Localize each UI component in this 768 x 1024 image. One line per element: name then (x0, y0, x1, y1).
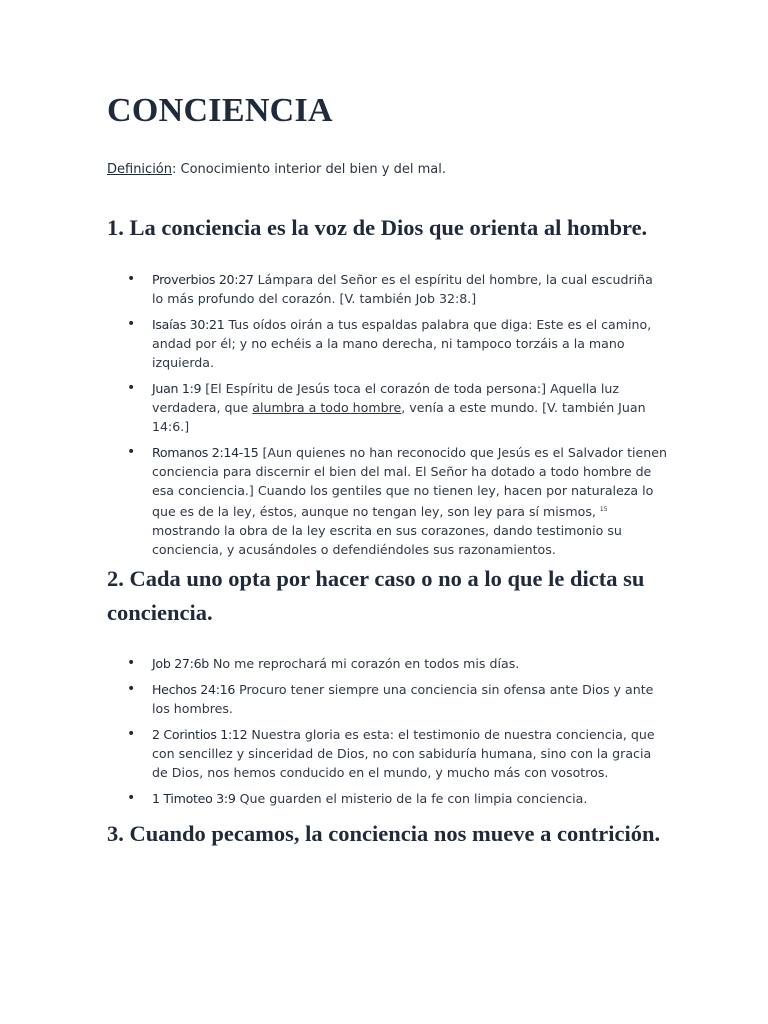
bullet-icon: • (127, 655, 136, 671)
verse-reference: Romanos 2:14-15 (152, 445, 259, 460)
bullet-icon: • (127, 790, 136, 806)
list-item (107, 270, 667, 308)
section-heading-1: 1. La conciencia es la voz de Dios que orienta al hombre. (107, 215, 648, 240)
bullet-icon: • (127, 444, 136, 460)
section-heading-3: 3. Cuando pecamos, la conciencia nos mueve a contrición. (107, 821, 661, 846)
bullet-icon: • (127, 316, 136, 332)
verse-reference: Hechos 24:16 (152, 682, 236, 697)
verse-reference: Isaías 30:21 (152, 317, 225, 332)
definition-label: Definición (107, 162, 172, 177)
verse-text-continued: mostrando la obra de la ley escrita en sus corazones, dando testimonio su conciencia, y acusándoles o defendiéndoles sus razonamientos. (152, 523, 622, 557)
document-title: CONCIENCIA (107, 92, 333, 129)
list-item (107, 725, 667, 782)
definition-separator: : (172, 162, 177, 177)
verse-reference: Juan 1:9 (152, 381, 202, 396)
underlined-phrase: alumbra a todo hombre (252, 400, 402, 415)
list-item (107, 654, 667, 673)
section-1-verse-list (107, 270, 667, 566)
list-item (107, 315, 667, 372)
verse-text: Que guarden el misterio de la fe con limpia conciencia. (235, 791, 588, 806)
verse-reference: Proverbios 20:27 (152, 272, 254, 287)
verse-text: No me reprochará mi corazón en todos mis días. (209, 656, 520, 671)
verse-reference: 2 Corintios 1:12 (152, 727, 248, 742)
verse-text: Nuestra gloria es esta: el testimonio de nuestra conciencia, que con sencillez y sinceridad de Dios, no con sabiduría humana, sino con la gracia de Dios, nos hemos conducido en el mundo, y mucho más con vosotros. (152, 727, 655, 780)
verse-reference: 1 Timoteo 3:9 (152, 791, 236, 806)
section-2-verse-list (107, 654, 667, 815)
section-heading-2: 2. Cada uno opta por hacer caso o no a lo que le dicta su conciencia. (107, 566, 645, 625)
verse-text: Lámpara del Señor es el espíritu del hombre, la cual escudriña lo más profundo del corazón. [V. también Job 32:8.] (152, 272, 653, 306)
list-item (107, 680, 667, 718)
verse-text: Tus oídos oirán a tus espaldas palabra que diga: Este es el camino, andad por él; y no echéis a la mano derecha, ni tampoco torzáis a la mano izquierda. (152, 317, 652, 370)
bullet-icon: • (127, 681, 136, 697)
definition-line (107, 161, 446, 179)
verse-number: 15 (599, 506, 608, 513)
list-item (107, 379, 667, 436)
verse-reference: Job 27:6b (152, 656, 209, 671)
verse-text-continued: , venía a este mundo. [V. también Juan 14:6.] (152, 400, 646, 434)
list-item (107, 443, 667, 559)
bullet-icon: • (127, 726, 136, 742)
bullet-icon: • (127, 380, 136, 396)
verse-text: Procuro tener siempre una conciencia sin ofensa ante Dios y ante los hombres. (152, 682, 654, 716)
verse-text: [Aun quienes no han reconocido que Jesús es el Salvador tienen conciencia para discernir el bien del mal. El Señor ha dotado a todo hombre de esa conciencia.] Cuando los gentiles que no tienen ley, hacen por naturaleza lo que es de la ley, éstos, aunque no tengan ley, son ley para sí mismos, (152, 445, 667, 519)
verse-text: [El Espíritu de Jesús toca el corazón de toda persona:] Aquella luz verdadera, que (152, 381, 620, 415)
list-item (107, 789, 667, 808)
bullet-icon: • (127, 271, 136, 287)
definition-text: Conocimiento interior del bien y del mal. (176, 162, 446, 177)
